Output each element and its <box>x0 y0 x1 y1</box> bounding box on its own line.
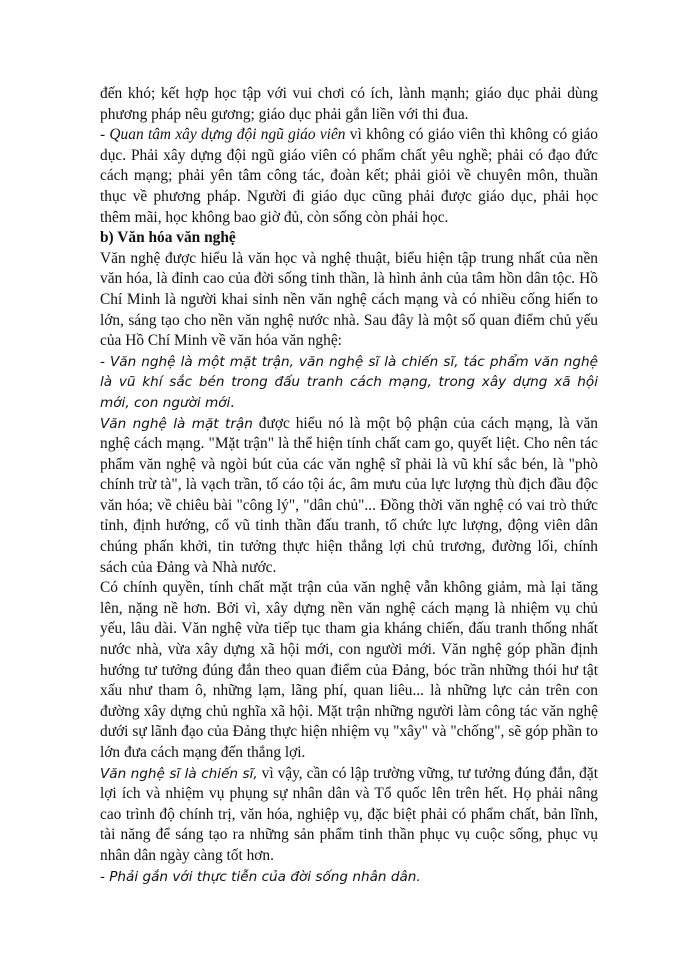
paragraph-point-2 <box>100 867 598 888</box>
italic-point-text: - Văn nghệ là một mặt trận, văn nghệ sĩ là chiến sĩ, tác phẩm văn nghệ là vũ khí sắc bén trong đấu tranh cách mạng, trong xây dựng xã hội mới, con người mới <box>100 353 598 411</box>
text-run: đến khó; kết hợp học tập với vui chơi có ích, lành mạnh; giáo dục phải dùng phương pháp nêu gương; giáo dục phải gắn liền với thi đua. <box>100 85 598 123</box>
heading-text: b) Văn hóa văn nghệ <box>100 229 236 247</box>
document-page <box>100 84 598 887</box>
text-run: Có chính quyền, tính chất mặt trận của văn nghệ vẫn không giảm, mà lại tăng lên, nặng nề hơn. Bởi vì, xây dựng nền văn nghệ cách mạng là nhiệm vụ chủ yếu, lâu dài. Văn nghệ vừa tiếp tục tham gia kháng chiến, đấu tranh thống nhất nước nhà, vừa xây dựng xã hội mới, con người mới. Văn nghệ góp phần định hướng tư tưởng đúng đắn theo quan điểm của Đảng, bóc trần những thói hư tật xấu như tham ô, những lạm, lãng phí, quan liêu... là những lực cản trên con đường xây dựng chủ nghĩa xã hội. Mặt trận những người làm công tác văn nghệ dưới sự lãnh đạo của Đảng thực hiện nhiệm vụ "xây" và "chống", sẽ góp phần to lớn đưa cách mạng đến thắng lợi. <box>100 579 598 761</box>
italic-lead-text: - Quan tâm xây dựng đội ngũ giáo viên <box>100 126 346 144</box>
paragraph-front <box>100 414 598 579</box>
paragraph-1 <box>100 84 598 125</box>
paragraph-point-1 <box>100 352 598 414</box>
section-heading <box>100 228 598 249</box>
italic-lead-text: Văn nghệ là mặt trận <box>100 415 253 432</box>
text-run: Văn nghệ được hiểu là văn học và nghệ thuật, biểu hiện tập trung nhất của nền văn hóa, là đỉnh cao của đời sống tinh thần, là hình ảnh của tâm hồn dân tộc. Hồ Chí Minh là người khai sinh nền văn nghệ cách mạng và có nhiều cống hiến to lớn, sáng tạo cho nền văn nghệ nước nhà. Sau đây là một số quan điểm chủ yếu của Hồ Chí Minh về văn hóa văn nghệ: <box>100 249 598 350</box>
italic-lead-text: Văn nghệ sĩ là chiến sĩ, <box>100 765 258 782</box>
paragraph-artists <box>100 764 598 867</box>
text-run: vì không có giáo viên thì không có giáo dục. Phải xây dựng đội ngũ giáo viên có phẩm chất yêu nghề; phải có đạo đức cách mạng; phải yên tâm công tác, đoàn kết; phải giỏi về chuyên môn, thuần thục về phương pháp. Người đi giáo dục cũng phải được giáo dục, phải học thêm mãi, học không bao giờ đủ, còn sống còn phải học. <box>100 126 598 226</box>
paragraph-intro <box>100 249 598 352</box>
text-run: . <box>230 393 235 411</box>
paragraph-government <box>100 578 598 763</box>
text-run: vì vậy, cần có lập trường vững, tư tưởng đúng đắn, đặt lợi ích và nhiệm vụ phụng sự nhân dân và Tổ quốc lên trên hết. Họ phải nâng cao trình độ chính trị, văn hóa, nghiệp vụ, đặc biệt phải có phẩm chất, bản lĩnh, tài năng để sáng tạo ra những sản phẩm tinh thần phục vụ cuộc sống, phục vụ nhân dân ngày càng tốt hơn. <box>100 764 598 864</box>
paragraph-teachers <box>100 125 598 228</box>
text-run: được hiểu nó là một bộ phận của cách mạng, là văn nghệ cách mạng. "Mặt trận" là thể hiện tính chất cam go, quyết liệt. Cho nên tác phẩm văn nghệ và ngòi bút của các văn nghệ sĩ phải là vũ khí sắc bén, là "phò chính trừ tà", là vạch trần, tố cáo tội ác, âm mưu của lực lượng thù địch đầu độc văn hóa; về chiêu bài "công lý", "dân chủ"... Đồng thời văn nghệ có vai trò thức tỉnh, định hướng, cổ vũ tinh thần đấu tranh, tổ chức lực lượng, động viên dân chúng phấn khởi, tin tưởng thực hiện thắng lợi chủ trương, đường lối, chính sách của Đảng và Nhà nước. <box>100 414 598 576</box>
italic-point-text: - Phải gắn với thực tiễn của đời sống nhân dân. <box>100 868 421 885</box>
